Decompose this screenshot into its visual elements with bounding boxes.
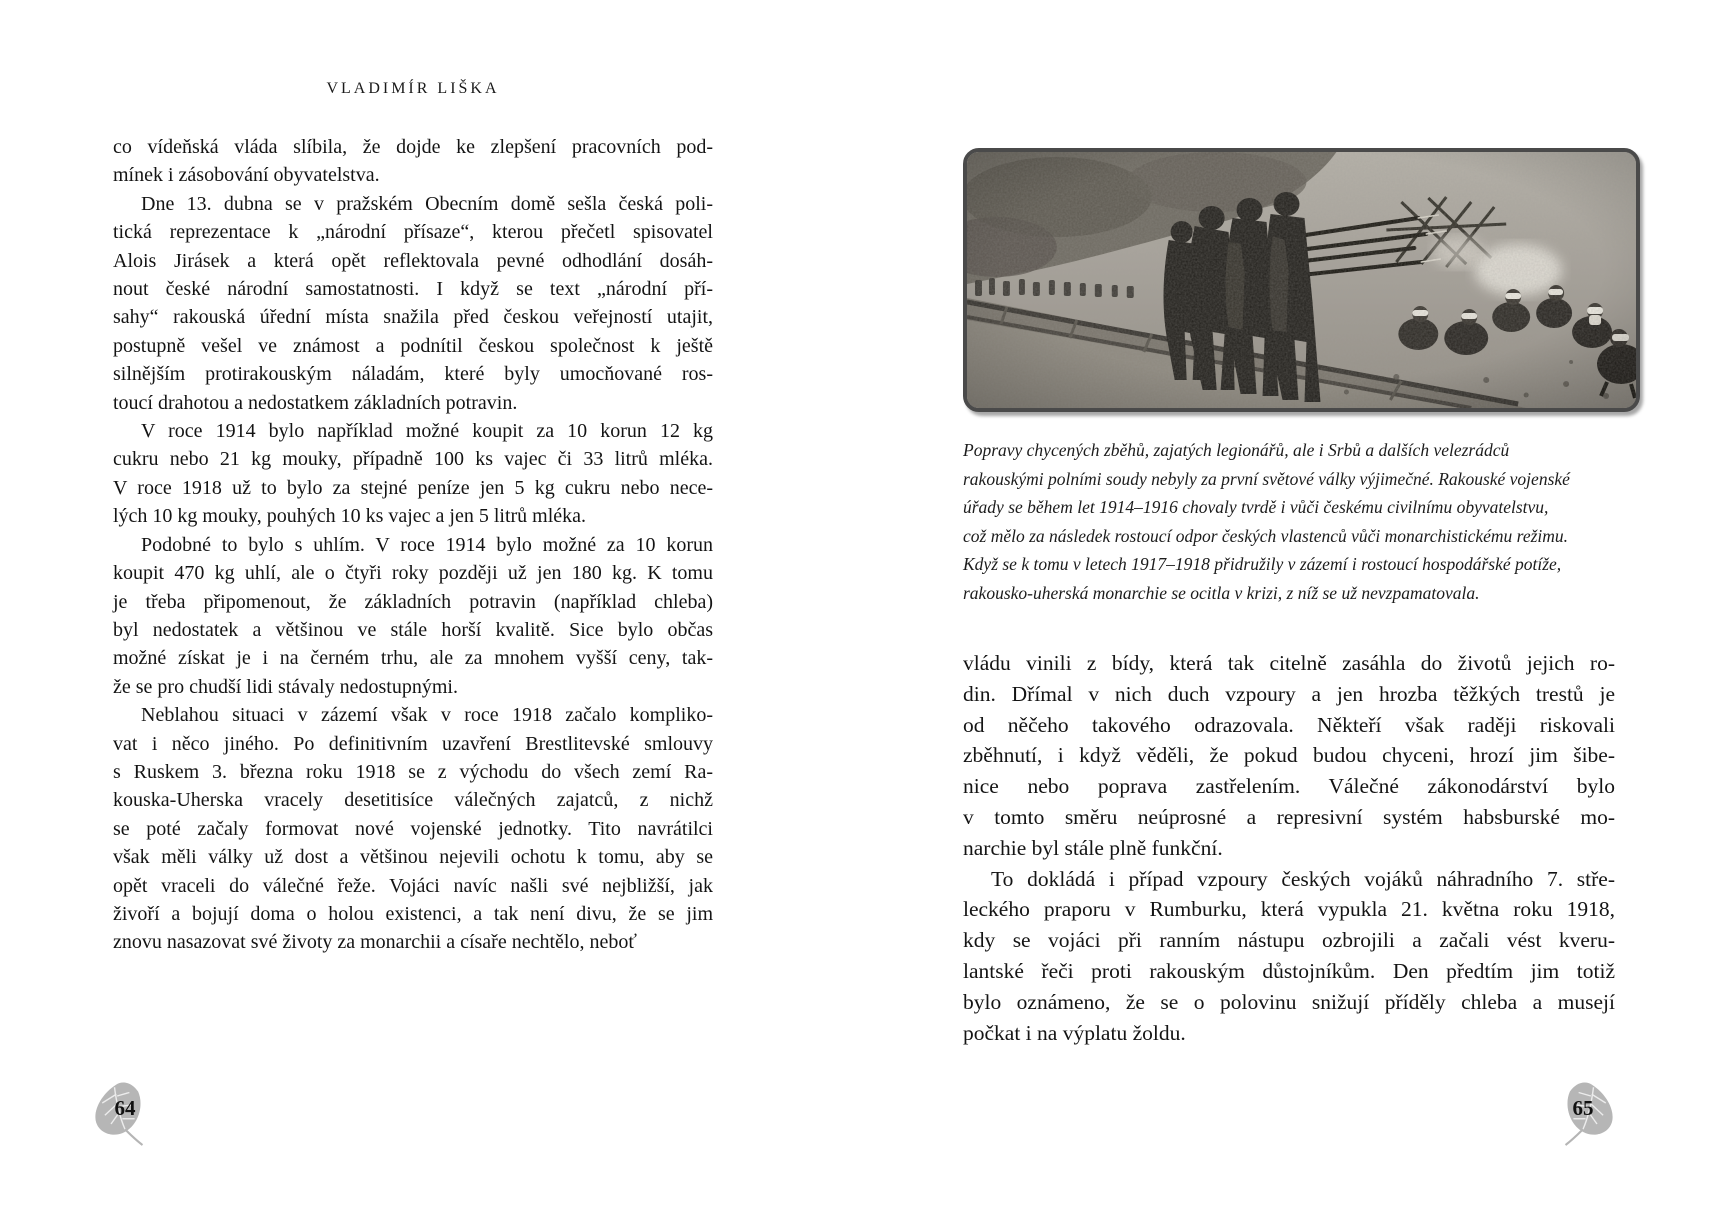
paragraph — [113, 133, 713, 190]
text-line: narchie byl stále plně funkční. — [963, 835, 1223, 860]
text-line: Dne 13. dubna se v pražském Obecním domě sešla česká poli- — [141, 192, 713, 215]
text-line: byl nedostatek a většinou ve stále horší kvalitě. Sice bylo občas — [113, 618, 713, 641]
text-line: možné získat je i na černém trhu, ale za mnohem vyšší ceny, tak- — [113, 647, 713, 670]
text-line: znovu nasazovat své životy za monarchii a císaře nechtělo, neboť — [113, 931, 637, 954]
caption-line: Popravy chycených zběhů, zajatých legionářů, ale i Srbů a dalších velezrádců — [963, 440, 1510, 460]
text-line: je třeba připomenout, že základních potravin (například chleba) — [113, 590, 713, 613]
text-line: vládu vinili z bídy, která tak citelně zasáhla do životů jejich ro- — [963, 651, 1615, 675]
photo-frame — [963, 148, 1640, 412]
right-page-text — [963, 648, 1615, 1048]
text-line: lantské řeči proti rakouským důstojníkům. Den předtím jim totiž — [963, 958, 1615, 983]
text-line: leckého praporu v Rumburku, která vypukla 21. května roku 1918, — [963, 897, 1615, 922]
paragraph — [113, 701, 713, 957]
text-line: din. Dřímal v nich duch vzpoury a jen hrozba těžkých trestů je — [963, 681, 1615, 706]
caption-line: úřady se během let 1914–1916 chovaly tvrdě i vůči českému civilnímu obyvatelstvu, — [963, 497, 1549, 518]
text-line: opět vraceli do válečné řeže. Vojáci navíc našli své nejbližší, jak — [113, 874, 713, 897]
text-line: se poté začaly formovat nové vojenské jednotky. Tito navrátilci — [113, 817, 713, 840]
text-line: postupně vešel ve známost a podnítil českou společnost k ještě — [113, 334, 713, 357]
text-line: kdy se vojáci při ranním nástupu ozbrojili a začali vést kveru- — [963, 928, 1615, 953]
text-line: od něčeho takového odrazovala. Někteří však raději riskovali — [963, 712, 1615, 737]
paragraph — [113, 417, 713, 531]
text-line: Alois Jirásek a která opět reflektovala pevné odhodlání dosáh- — [113, 249, 713, 272]
text-line: koupit 470 kg uhlí, ale o čtyři roky později už jen 180 kg. K tomu — [113, 562, 713, 585]
text-line: kouska-Uherska vracely desetitisíce válečných zajatců, z nichž — [113, 789, 713, 812]
text-line: bylo oznámeno, že se o polovinu snižují příděly chleba a musejí — [963, 989, 1615, 1014]
text-line: silnějším protirakouským náladám, které byly umocňované ros- — [113, 363, 713, 386]
text-line: s Ruskem 3. března roku 1918 se z východu do všech zemí Ra- — [113, 760, 713, 783]
text-line: vat i něco jiného. Po definitivním uzavření Brestlitevské smlouvy — [113, 732, 713, 755]
text-line: Podobné to bylo s uhlím. V roce 1914 bylo možné za 10 korun — [141, 533, 713, 556]
caption-line: rakousko-uherská monarchie se ocitla v krizi, z níž se už nevzpamatovala. — [963, 582, 1480, 603]
text-line: nice nebo poprava zastřelením. Válečné zákonodárství bylo — [963, 774, 1615, 799]
text-line: lých 10 kg mouky, pouhých 10 ks vajec a jen 5 litrů mléka. — [113, 505, 587, 528]
text-line: Neblahou situaci v zázemí však v roce 1918 začalo kompliko- — [141, 704, 713, 727]
page-number-right: 65 — [1572, 1096, 1594, 1120]
text-line: co vídeňská vláda slíbila, že dojde ke zlepšení pracovních pod- — [113, 136, 713, 158]
text-line: V roce 1918 už to bylo za stejné peníze jen 5 kg cukru nebo nece- — [113, 476, 713, 499]
text-line: zběhnutí, i když věděli, že pokud budou chyceni, hrozí jim šibe- — [963, 743, 1615, 768]
paragraph — [963, 648, 1615, 864]
text-line: nout české národní samostatnosti. I když se text „národní pří- — [113, 278, 713, 301]
text-line: počkat i na výplatu žoldu. — [963, 1020, 1186, 1045]
photo-caption — [963, 436, 1631, 608]
caption-line: rakouskými polními soudy nebyly za první světové války výjimečné. Rakouské vojenské — [963, 468, 1570, 489]
text-line: mínek i zásobování obyvatelstva. — [113, 164, 380, 187]
text-line: V roce 1914 bylo například možné koupit za 10 korun 12 kg — [141, 420, 713, 443]
caption-line: Když se k tomu v letech 1917–1918 přidružily v zázemí i rostoucí hospodářské potíže, — [963, 554, 1562, 575]
text-line: v tomto směru neúprosné a represivní systém habsburské mo- — [963, 804, 1615, 829]
caption-line: což mělo za následek rostoucí odpor českých vlastenců vůči monarchistickému režimu. — [963, 525, 1569, 546]
text-line: toucí drahotou a nedostatkem základních potravin. — [113, 391, 518, 414]
text-line: cukru nebo 21 kg mouky, případně 100 ks vajec či 33 litrů mléka. — [113, 448, 713, 471]
text-line: však měli války už dost a většinou nejevili ochotu k tomu, aby se — [113, 846, 713, 869]
execution-photo-illustration — [967, 152, 1636, 408]
text-line: tická reprezentace k „národní přísaze“, kterou přečetl spisovatel — [113, 221, 713, 244]
text-line: živoří a bojují doma o holou existenci, a tak není divu, že se jim — [113, 902, 713, 925]
page-number-left: 64 — [114, 1096, 136, 1120]
text-line: To dokládá i případ vzpoury českých vojáků náhradního 7. stře- — [991, 866, 1615, 891]
paragraph — [113, 190, 713, 417]
paragraph — [963, 864, 1615, 1049]
left-page-text — [113, 133, 713, 957]
paragraph — [113, 531, 713, 701]
text-line: sahy“ rakouská úřední místa snažila před českou veřejností utajit, — [113, 306, 713, 329]
running-header: VLADIMÍR LIŠKA — [326, 80, 500, 97]
text-line: že se pro chudší lidi stávaly nedostupnými. — [113, 675, 458, 698]
